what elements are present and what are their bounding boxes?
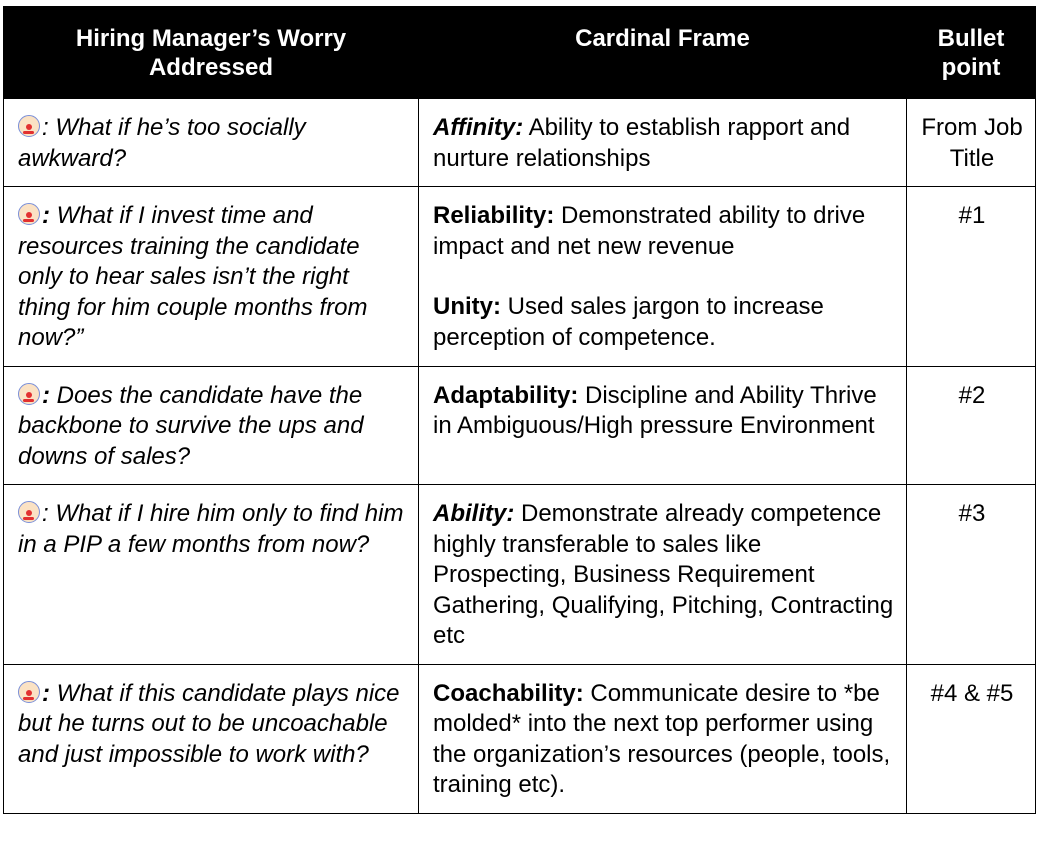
frame-text: Ability to establish rapport and nurture relationships bbox=[433, 114, 851, 172]
worry-cell bbox=[4, 366, 419, 485]
worry-text: What if he’s too socially awkward? bbox=[18, 114, 306, 172]
bullet-cell: #4 & #5 bbox=[907, 664, 1036, 813]
worry-text: Does the candidate have the backbone to survive the ups and downs of sales? bbox=[18, 381, 364, 470]
worry-separator: : bbox=[42, 679, 50, 707]
clown-face-icon bbox=[18, 203, 40, 225]
worry-frame-table bbox=[3, 6, 1036, 814]
table-row bbox=[4, 99, 1036, 187]
frame-label: Affinity: bbox=[433, 114, 524, 141]
frame-text: Used sales jargon to increase perception of competence. bbox=[433, 293, 824, 351]
table-row bbox=[4, 366, 1036, 485]
frame-item bbox=[433, 381, 894, 442]
frame-item bbox=[433, 113, 894, 174]
frame-cell bbox=[419, 664, 907, 813]
frame-label: Reliability: bbox=[433, 202, 555, 229]
worry-text: What if I hire him only to find him in a PIP a few months from now? bbox=[18, 500, 404, 558]
bullet-cell: From Job Title bbox=[907, 99, 1036, 187]
header-bullet-point: Bullet point bbox=[907, 7, 1036, 99]
bullet-cell: #1 bbox=[907, 187, 1036, 367]
frame-item bbox=[433, 679, 894, 801]
worry-separator: : bbox=[42, 500, 49, 527]
worry-cell bbox=[4, 664, 419, 813]
frame-cell bbox=[419, 366, 907, 485]
frame-text: Discipline and Ability Thrive in Ambiguous/High pressure Environment bbox=[433, 381, 877, 439]
frame-label: Coachability: bbox=[433, 679, 584, 707]
worry-text: What if this candidate plays nice but he turns out to be uncoachable and just impossible to work with? bbox=[18, 679, 400, 768]
frame-cell bbox=[419, 187, 907, 367]
table-row bbox=[4, 187, 1036, 367]
clown-face-icon bbox=[18, 501, 40, 523]
frame-text: Demonstrated ability to drive impact and net new revenue bbox=[433, 202, 866, 260]
worry-separator: : bbox=[42, 381, 50, 409]
bullet-cell: #3 bbox=[907, 485, 1036, 665]
bullet-cell: #2 bbox=[907, 366, 1036, 485]
frame-item bbox=[433, 499, 894, 652]
header-cardinal-frame: Cardinal Frame bbox=[419, 7, 907, 99]
worry-cell bbox=[4, 99, 419, 187]
table-row bbox=[4, 664, 1036, 813]
header-worry: Hiring Manager’s Worry Addressed bbox=[4, 7, 419, 99]
frame-label: Ability: bbox=[433, 500, 515, 527]
frame-text: Demonstrate already competence highly transferable to sales like Prospecting, Business Requirement Gathering, Qualifying, Pitching, Contracting etc bbox=[433, 500, 894, 649]
frame-item bbox=[433, 292, 894, 353]
frame-text: Communicate desire to *be molded* into the next top performer using the organization’s resources (people, tools, training etc). bbox=[433, 679, 891, 798]
clown-face-icon bbox=[18, 115, 40, 137]
table-row bbox=[4, 485, 1036, 665]
worry-separator: : bbox=[42, 202, 50, 229]
worry-separator: : bbox=[42, 114, 49, 141]
frame-cell bbox=[419, 485, 907, 665]
worry-cell bbox=[4, 187, 419, 367]
worry-text: What if I invest time and resources training the candidate only to hear sales isn’t the right thing for him couple months from now?” bbox=[18, 202, 368, 351]
frame-cell bbox=[419, 99, 907, 187]
clown-face-icon bbox=[18, 681, 40, 703]
worry-cell bbox=[4, 485, 419, 665]
clown-face-icon bbox=[18, 383, 40, 405]
frame-item bbox=[433, 201, 894, 262]
header-row bbox=[4, 7, 1036, 99]
frame-label: Unity: bbox=[433, 293, 501, 320]
frame-label: Adaptability: bbox=[433, 381, 579, 409]
